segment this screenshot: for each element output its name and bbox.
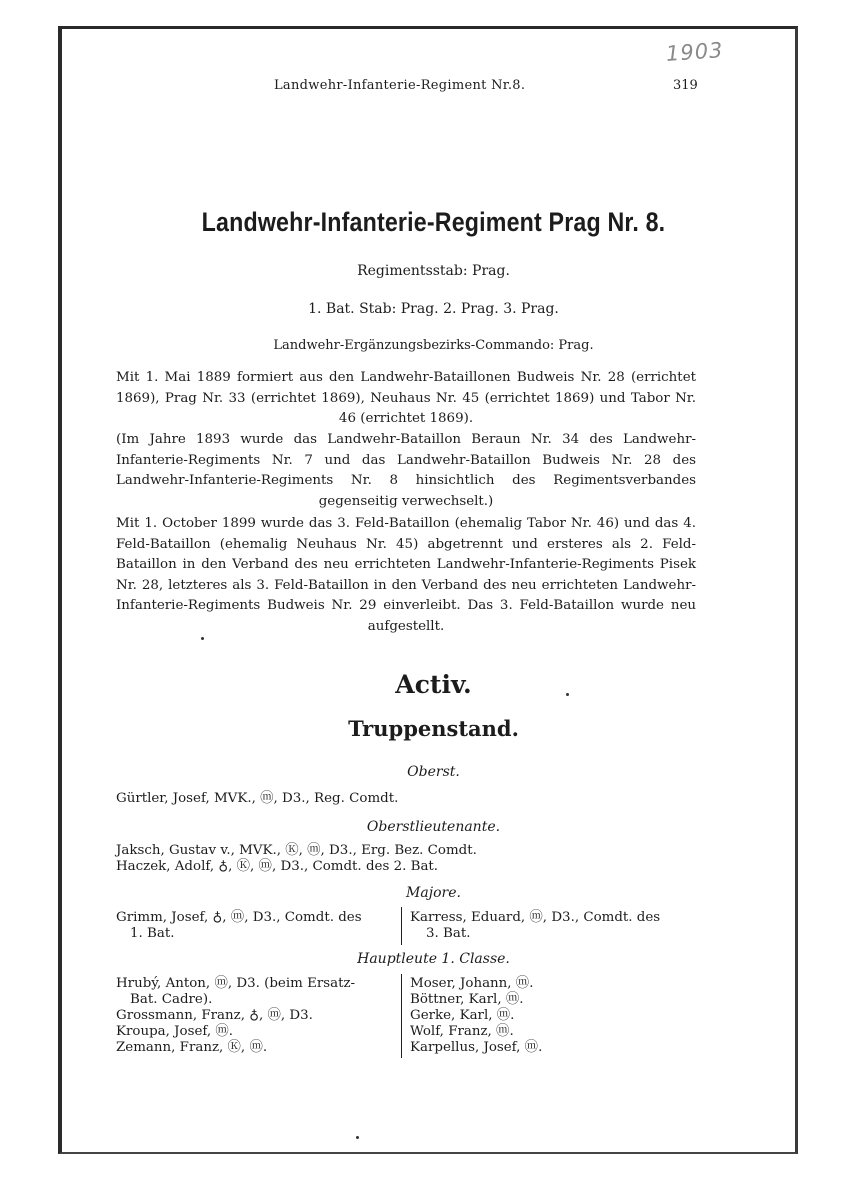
list-item: Grimm, Josef, ♁, ⓜ, D3., Comdt. des: [116, 910, 362, 925]
list-item: Gürtler, Josef, MVK., ⓜ, D3., Reg. Comdt.: [116, 791, 399, 806]
list-item-continuation: 1. Bat.: [130, 926, 175, 941]
list-item: Jaksch, Gustav v., MVK., Ⓚ, ⓜ, D3., Erg. Bez. Comdt.: [116, 843, 477, 858]
section-truppenstand: Truppenstand.: [348, 716, 519, 741]
column-divider: [401, 974, 402, 1058]
history-paragraph-2: (Im Jahre 1893 wurde das Landwehr-Bataillon Beraun Nr. 34 des Landwehr-Infanterie-Regiments Nr. 7 und das Landwehr-Bataillon Budweis Nr. 28 des Landwehr-Infanterie-Regiments Nr. 8 hinsichtlich des Regimentsverbandes gegenseitig verwechselt.): [116, 432, 696, 509]
section-activ: Activ.: [395, 670, 472, 699]
rank-heading-hauptleute: Hauptleute 1. Classe.: [357, 951, 510, 967]
rank-heading-majore: Majore.: [406, 885, 461, 901]
battalion-staff-line: 1. Bat. Stab: Prag. 2. Prag. 3. Prag.: [308, 301, 559, 317]
list-item: Gerke, Karl, ⓜ.: [410, 1008, 515, 1023]
commando-line: Landwehr-Ergänzungsbezirks-Commando: Prag.: [273, 338, 594, 353]
list-item: Haczek, Adolf, ♁, Ⓚ, ⓜ, D3., Comdt. des 2. Bat.: [116, 859, 439, 874]
rank-heading-oberst: Oberst.: [407, 764, 460, 780]
history-paragraph-1: Mit 1. Mai 1889 formiert aus den Landwehr-Bataillonen Budweis Nr. 28 (errichtet 1869), Prag Nr. 33 (errichtet 1869), Neuhaus Nr. 45 (errichtet 1869) und Tabor Nr. 46 (errichtet 1869).: [116, 370, 696, 426]
history-paragraph-3: Mit 1. October 1899 wurde das 3. Feld-Bataillon (ehemalig Tabor Nr. 46) und das 4. Feld-Bataillon (ehemalig Neuhaus Nr. 45) abgetrennt und ersteres als 2. Feld-Bataillon in den Verband des neu errichteten Landwehr-Infanterie-Regiments Pisek Nr. 28, letzteres als 3. Feld-Bataillon in den Verband des neu errichteten Landwehr-Infanterie-Regiments Budweis Nr. 29 einverleibt. Das 3. Feld-Bataillon wurde neu aufgestellt.: [116, 516, 696, 634]
list-item-continuation: 3. Bat.: [426, 926, 471, 941]
speck: [201, 637, 204, 640]
list-item: Moser, Johann, ⓜ.: [410, 976, 534, 991]
speck: [356, 1136, 359, 1139]
handwritten-year-note: 1903: [665, 38, 725, 66]
page-number: 319: [673, 78, 698, 93]
column-divider: [401, 907, 402, 945]
list-item: Karress, Eduard, ⓜ, D3., Comdt. des: [410, 910, 661, 925]
running-head: Landwehr-Infanterie-Regiment Nr.8.: [274, 78, 526, 93]
regimentsstab-line: Regimentsstab: Prag.: [357, 263, 510, 279]
list-item: Zemann, Franz, Ⓚ, ⓜ.: [116, 1040, 268, 1055]
list-item: Karpellus, Josef, ⓜ.: [410, 1040, 543, 1055]
list-item: Kroupa, Josef, ⓜ.: [116, 1024, 234, 1039]
list-item-continuation: Bat. Cadre).: [130, 992, 213, 1007]
page-title: Landwehr-Infanterie-Regiment Prag Nr. 8.: [201, 207, 666, 237]
list-item: Wolf, Franz, ⓜ.: [410, 1024, 514, 1039]
list-item: Grossmann, Franz, ♁, ⓜ, D3.: [116, 1008, 313, 1023]
list-item: Hrubý, Anton, ⓜ, D3. (beim Ersatz-: [116, 976, 356, 991]
rank-heading-oberstlieutenante: Oberstlieutenante.: [366, 819, 501, 835]
list-item: Böttner, Karl, ⓜ.: [410, 992, 524, 1007]
